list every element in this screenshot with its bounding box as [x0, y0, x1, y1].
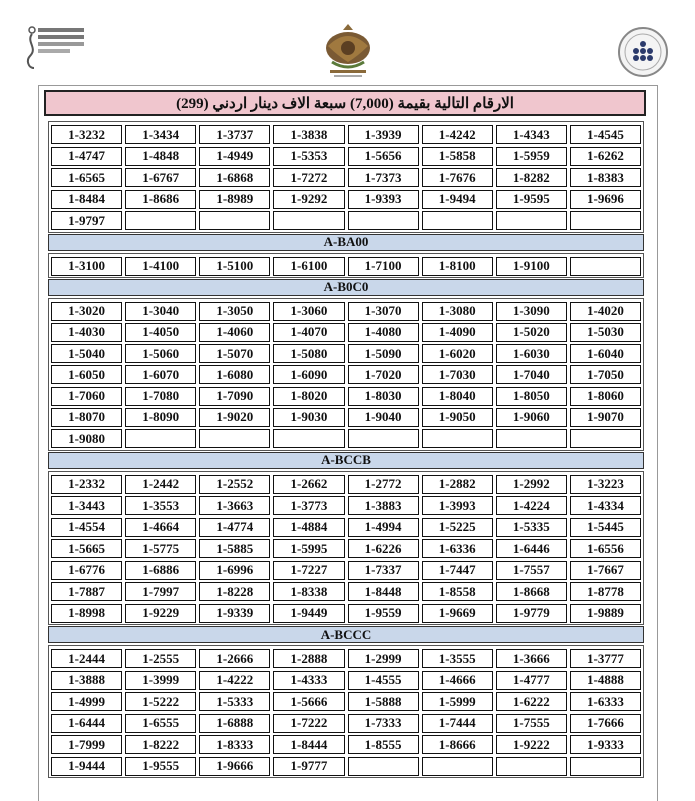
- number-cell: [570, 257, 641, 276]
- table-row: [51, 322, 641, 343]
- number-cell: 1-7676: [422, 168, 493, 187]
- number-cell: 1-3080: [422, 302, 493, 321]
- number-cell: 1-4100: [125, 257, 196, 276]
- number-cell: 1-7090: [199, 387, 270, 406]
- number-cell: 1-5040: [51, 344, 122, 363]
- number-cell: 1-5959: [496, 147, 567, 166]
- number-cell: 1-4777: [496, 671, 567, 690]
- number-cell: 1-2666: [199, 649, 270, 668]
- number-cell: 1-2442: [125, 475, 196, 494]
- number-cell: [570, 757, 641, 776]
- table-row: [51, 670, 641, 692]
- number-cell: [496, 757, 567, 776]
- number-cell: [199, 211, 270, 230]
- table-row: [51, 495, 641, 517]
- number-cell: 1-5858: [422, 147, 493, 166]
- number-cell: 1-5666: [273, 692, 344, 711]
- table-row: [51, 756, 641, 778]
- number-cell: 1-3993: [422, 496, 493, 515]
- number-cell: 1-7030: [422, 365, 493, 384]
- number-cell: 1-3050: [199, 302, 270, 321]
- number-cell: 1-9595: [496, 190, 567, 209]
- number-cell: 1-5225: [422, 518, 493, 537]
- number-cell: 1-5060: [125, 344, 196, 363]
- number-cell: 1-6556: [570, 539, 641, 558]
- number-cell: 1-6333: [570, 692, 641, 711]
- number-cell: [199, 429, 270, 448]
- number-cell: 1-6020: [422, 344, 493, 363]
- number-cell: 1-6226: [348, 539, 419, 558]
- number-cell: 1-6446: [496, 539, 567, 558]
- number-cell: 1-8668: [496, 582, 567, 601]
- section-heading: A-BCCB: [48, 452, 644, 469]
- number-cell: 1-6565: [51, 168, 122, 187]
- number-cell: 1-3070: [348, 302, 419, 321]
- number-cell: [496, 211, 567, 230]
- number-cell: 1-2444: [51, 649, 122, 668]
- number-cell: 1-3883: [348, 496, 419, 515]
- number-cell: 1-3040: [125, 302, 196, 321]
- number-cell: 1-6888: [199, 714, 270, 733]
- number-cell: 1-4994: [348, 518, 419, 537]
- number-cell: 1-7080: [125, 387, 196, 406]
- number-cell: 1-5353: [273, 147, 344, 166]
- government-logo-text: [38, 28, 84, 56]
- number-table: [48, 121, 644, 233]
- number-cell: 1-8383: [570, 168, 641, 187]
- table-row: [51, 474, 641, 496]
- number-cell: [570, 429, 641, 448]
- table-row: [51, 343, 641, 364]
- number-cell: [422, 757, 493, 776]
- number-cell: 1-3060: [273, 302, 344, 321]
- number-cell: 1-6262: [570, 147, 641, 166]
- number-cell: 1-6886: [125, 561, 196, 580]
- section-heading: A-BCCC: [48, 626, 644, 643]
- number-cell: 1-4224: [496, 496, 567, 515]
- number-cell: 1-3223: [570, 475, 641, 494]
- number-cell: 1-3777: [570, 649, 641, 668]
- number-cell: [348, 757, 419, 776]
- number-cell: 1-8020: [273, 387, 344, 406]
- number-cell: 1-9559: [348, 604, 419, 623]
- table-row: [51, 210, 641, 232]
- number-cell: 1-8998: [51, 604, 122, 623]
- number-cell: [422, 429, 493, 448]
- table-row: [51, 517, 641, 539]
- number-table: [48, 471, 644, 626]
- number-cell: 1-6090: [273, 365, 344, 384]
- table-row: [51, 301, 641, 322]
- section-heading: A-B0C0: [48, 279, 644, 296]
- table-row: [51, 386, 641, 407]
- number-cell: 1-4333: [273, 671, 344, 690]
- number-cell: 1-4666: [422, 671, 493, 690]
- table-row: [51, 603, 641, 625]
- number-cell: 1-8555: [348, 735, 419, 754]
- number-cell: 1-4242: [422, 125, 493, 144]
- table-row: [51, 189, 641, 211]
- table-row: [51, 256, 641, 277]
- number-cell: 1-8686: [125, 190, 196, 209]
- number-cell: [496, 429, 567, 448]
- number-cell: 1-4080: [348, 323, 419, 342]
- number-cell: 1-7222: [273, 714, 344, 733]
- number-cell: 1-6050: [51, 365, 122, 384]
- table-row: [51, 407, 641, 428]
- number-cell: 1-9669: [422, 604, 493, 623]
- number-cell: 1-2552: [199, 475, 270, 494]
- number-cell: 1-4888: [570, 671, 641, 690]
- number-cell: 1-8778: [570, 582, 641, 601]
- number-cell: 1-7040: [496, 365, 567, 384]
- number-cell: 1-3553: [125, 496, 196, 515]
- table-row: [51, 124, 641, 146]
- number-cell: 1-5445: [570, 518, 641, 537]
- number-cell: 1-2555: [125, 649, 196, 668]
- number-cell: 1-5100: [199, 257, 270, 276]
- table-row: [51, 648, 641, 670]
- number-cell: 1-2999: [348, 649, 419, 668]
- number-cell: 1-8666: [422, 735, 493, 754]
- number-cell: 1-9222: [496, 735, 567, 754]
- number-cell: [125, 211, 196, 230]
- number-cell: 1-8222: [125, 735, 196, 754]
- number-cell: 1-8040: [422, 387, 493, 406]
- number-cell: 1-6767: [125, 168, 196, 187]
- coat-of-arms-icon: [318, 22, 378, 80]
- number-table: [48, 298, 644, 451]
- number-cell: 1-9020: [199, 408, 270, 427]
- number-cell: 1-7373: [348, 168, 419, 187]
- number-cell: 1-9449: [273, 604, 344, 623]
- number-cell: 1-3939: [348, 125, 419, 144]
- number-cell: 1-8030: [348, 387, 419, 406]
- number-cell: 1-6996: [199, 561, 270, 580]
- number-cell: 1-3555: [422, 649, 493, 668]
- number-cell: 1-7555: [496, 714, 567, 733]
- number-cell: 1-4554: [51, 518, 122, 537]
- number-cell: 1-5888: [348, 692, 419, 711]
- number-cell: 1-5090: [348, 344, 419, 363]
- number-cell: 1-7050: [570, 365, 641, 384]
- number-cell: 1-5885: [199, 539, 270, 558]
- document-title: الارقام التالية بقيمة (7,000) سبعة الاف دينار اردني (299): [44, 90, 646, 116]
- table-row: [51, 691, 641, 713]
- number-cell: 1-8228: [199, 582, 270, 601]
- number-cell: 1-9494: [422, 190, 493, 209]
- number-cell: 1-6100: [273, 257, 344, 276]
- table-row: [51, 167, 641, 189]
- table-row: [51, 734, 641, 756]
- number-cell: 1-3999: [125, 671, 196, 690]
- table-row: [51, 560, 641, 582]
- number-cell: [422, 211, 493, 230]
- number-cell: 1-6070: [125, 365, 196, 384]
- number-cell: 1-5030: [570, 323, 641, 342]
- number-cell: 1-8338: [273, 582, 344, 601]
- number-cell: 1-5070: [199, 344, 270, 363]
- number-cell: 1-9889: [570, 604, 641, 623]
- number-cell: 1-9060: [496, 408, 567, 427]
- number-cell: 1-9080: [51, 429, 122, 448]
- number-cell: 1-5222: [125, 692, 196, 711]
- number-cell: 1-4664: [125, 518, 196, 537]
- number-cell: 1-4545: [570, 125, 641, 144]
- jordan-coat-of-arms: [318, 22, 378, 80]
- number-cell: 1-6444: [51, 714, 122, 733]
- number-cell: 1-5080: [273, 344, 344, 363]
- number-cell: [570, 211, 641, 230]
- number-cell: [348, 429, 419, 448]
- number-cell: 1-3443: [51, 496, 122, 515]
- number-cell: 1-2882: [422, 475, 493, 494]
- number-cell: 1-9339: [199, 604, 270, 623]
- number-cell: 1-5775: [125, 539, 196, 558]
- number-cell: 1-2332: [51, 475, 122, 494]
- number-cell: 1-4030: [51, 323, 122, 342]
- number-cell: 1-9229: [125, 604, 196, 623]
- number-cell: 1-7337: [348, 561, 419, 580]
- number-cell: 1-7060: [51, 387, 122, 406]
- number-cell: 1-3773: [273, 496, 344, 515]
- number-cell: 1-8989: [199, 190, 270, 209]
- table-row: [51, 364, 641, 385]
- number-cell: 1-4343: [496, 125, 567, 144]
- number-table: [48, 645, 644, 778]
- number-cell: 1-8282: [496, 168, 567, 187]
- number-cell: 1-3666: [496, 649, 567, 668]
- number-cell: 1-4334: [570, 496, 641, 515]
- number-cell: 1-9070: [570, 408, 641, 427]
- number-cell: 1-9555: [125, 757, 196, 776]
- number-cell: 1-4050: [125, 323, 196, 342]
- number-cell: 1-7887: [51, 582, 122, 601]
- number-cell: 1-2888: [273, 649, 344, 668]
- number-cell: 1-8444: [273, 735, 344, 754]
- number-cell: 1-8484: [51, 190, 122, 209]
- number-cell: 1-4070: [273, 323, 344, 342]
- number-cell: 1-7666: [570, 714, 641, 733]
- number-cell: [348, 211, 419, 230]
- plate-number-grid: [48, 121, 644, 778]
- number-cell: 1-5999: [422, 692, 493, 711]
- number-cell: 1-9779: [496, 604, 567, 623]
- number-cell: 1-6336: [422, 539, 493, 558]
- number-cell: 1-6080: [199, 365, 270, 384]
- number-cell: 1-9444: [51, 757, 122, 776]
- number-cell: 1-8100: [422, 257, 493, 276]
- table-row: [51, 581, 641, 603]
- government-logo: [24, 24, 84, 74]
- number-cell: 1-4020: [570, 302, 641, 321]
- number-cell: [273, 429, 344, 448]
- number-cell: 1-7447: [422, 561, 493, 580]
- number-cell: 1-5656: [348, 147, 419, 166]
- page-header: [0, 0, 695, 84]
- number-cell: 1-4090: [422, 323, 493, 342]
- number-cell: 1-2772: [348, 475, 419, 494]
- number-cell: 1-4774: [199, 518, 270, 537]
- number-cell: 1-7444: [422, 714, 493, 733]
- number-cell: 1-7557: [496, 561, 567, 580]
- number-cell: 1-9696: [570, 190, 641, 209]
- number-cell: 1-9777: [273, 757, 344, 776]
- number-cell: [273, 211, 344, 230]
- number-cell: 1-7020: [348, 365, 419, 384]
- number-cell: 1-3020: [51, 302, 122, 321]
- number-cell: 1-8060: [570, 387, 641, 406]
- number-cell: 1-9666: [199, 757, 270, 776]
- number-cell: 1-6040: [570, 344, 641, 363]
- number-cell: 1-4555: [348, 671, 419, 690]
- number-cell: 1-3737: [199, 125, 270, 144]
- number-cell: 1-9100: [496, 257, 567, 276]
- number-cell: 1-3888: [51, 671, 122, 690]
- number-cell: 1-2992: [496, 475, 567, 494]
- number-cell: 1-9393: [348, 190, 419, 209]
- number-cell: 1-3100: [51, 257, 122, 276]
- number-cell: 1-3090: [496, 302, 567, 321]
- table-row: [51, 428, 641, 449]
- number-cell: 1-5995: [273, 539, 344, 558]
- number-cell: 1-8090: [125, 408, 196, 427]
- table-row: [51, 538, 641, 560]
- number-cell: 1-7999: [51, 735, 122, 754]
- number-cell: 1-9040: [348, 408, 419, 427]
- number-cell: 1-3663: [199, 496, 270, 515]
- number-cell: 1-4949: [199, 147, 270, 166]
- number-cell: 1-8558: [422, 582, 493, 601]
- number-cell: 1-5335: [496, 518, 567, 537]
- number-cell: 1-4999: [51, 692, 122, 711]
- number-cell: 1-4884: [273, 518, 344, 537]
- number-cell: 1-6555: [125, 714, 196, 733]
- number-cell: 1-9050: [422, 408, 493, 427]
- number-cell: [125, 429, 196, 448]
- number-cell: 1-3434: [125, 125, 196, 144]
- number-cell: 1-7272: [273, 168, 344, 187]
- number-cell: 1-4060: [199, 323, 270, 342]
- section-heading: A-BA00: [48, 234, 644, 251]
- security-emblem-icon: [617, 26, 669, 78]
- number-cell: 1-7100: [348, 257, 419, 276]
- number-cell: 1-8448: [348, 582, 419, 601]
- number-cell: 1-9797: [51, 211, 122, 230]
- number-table: [48, 253, 644, 278]
- number-cell: 1-9030: [273, 408, 344, 427]
- number-cell: 1-5665: [51, 539, 122, 558]
- number-cell: 1-7333: [348, 714, 419, 733]
- number-cell: 1-6776: [51, 561, 122, 580]
- number-cell: 1-3232: [51, 125, 122, 144]
- number-cell: 1-5333: [199, 692, 270, 711]
- number-cell: 1-7227: [273, 561, 344, 580]
- number-cell: 1-6222: [496, 692, 567, 711]
- number-cell: 1-4222: [199, 671, 270, 690]
- number-cell: 1-2662: [273, 475, 344, 494]
- number-cell: 1-4747: [51, 147, 122, 166]
- number-cell: 1-9333: [570, 735, 641, 754]
- number-cell: 1-5020: [496, 323, 567, 342]
- number-cell: 1-6868: [199, 168, 270, 187]
- number-cell: 1-3838: [273, 125, 344, 144]
- number-cell: 1-7997: [125, 582, 196, 601]
- public-security-logo: [617, 26, 669, 78]
- number-cell: 1-6030: [496, 344, 567, 363]
- number-cell: 1-8070: [51, 408, 122, 427]
- number-cell: 1-8050: [496, 387, 567, 406]
- number-cell: 1-4848: [125, 147, 196, 166]
- number-cell: 1-7667: [570, 561, 641, 580]
- table-row: [51, 713, 641, 735]
- number-cell: 1-9292: [273, 190, 344, 209]
- number-cell: 1-8333: [199, 735, 270, 754]
- table-row: [51, 146, 641, 168]
